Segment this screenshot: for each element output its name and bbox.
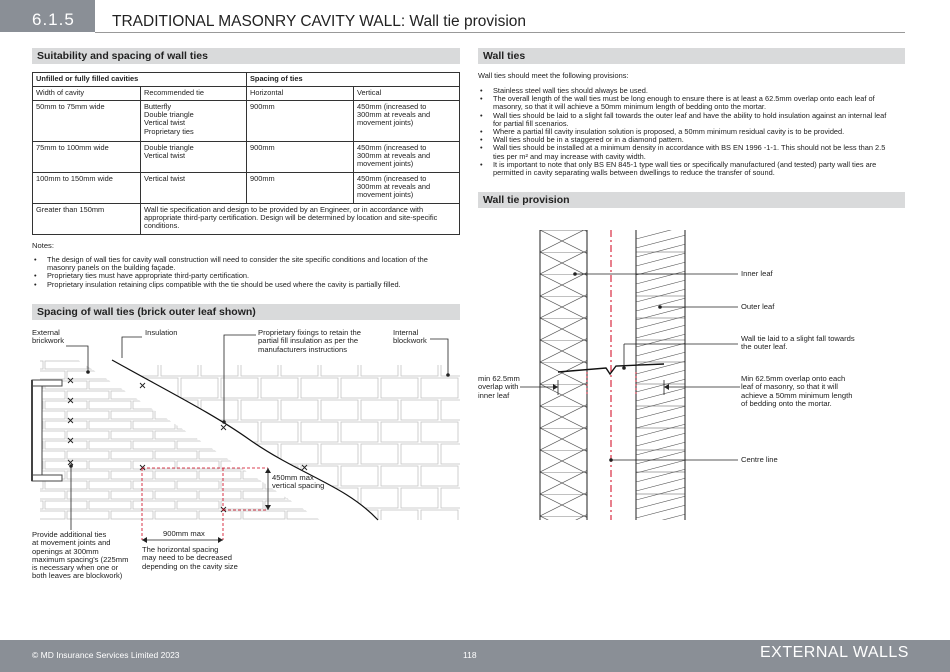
wall-ties-heading: Wall ties	[478, 48, 905, 64]
section-number: 6.1.5	[0, 0, 95, 32]
cell-line: 300mm at reveals and	[357, 110, 431, 120]
line: for partial fill scenarios.	[493, 118, 569, 128]
table-group-header: Spacing of ties	[247, 73, 460, 87]
cell-line: 450mm (increased to	[357, 174, 427, 183]
line: • Wall ties should be in a staggered or in a diamond pattern.	[493, 135, 684, 145]
line: permitted in cavity separating walls between dwellings to reduce the transfer of sound.	[493, 168, 775, 178]
wall-ties-intro: Wall ties should meet the following provisions:	[478, 71, 629, 80]
footer-copyright: © MD Insurance Services Limited 2023	[32, 650, 180, 660]
line: • Wall ties should be installed at a minimum density in accordance with BS EN 1996 -1-1. This should not be less than 2.5	[493, 143, 886, 153]
label-min-overlap-each	[741, 375, 852, 408]
line: depending on the cavity size	[142, 561, 238, 571]
provision-heading: Wall tie provision	[478, 192, 905, 208]
table-cell: 50mm to 75mm wide	[33, 101, 141, 142]
table-group-header: Unfilled or fully filled cavities	[33, 73, 247, 87]
column-header: Width of cavity	[33, 87, 141, 101]
cell-line: Wall tie specification and design to be provided by an Engineer, or in accordance with	[144, 205, 424, 214]
cell-line: 450mm (increased to	[357, 102, 427, 111]
line: masonry panels on the building façade.	[47, 263, 176, 273]
line: • The design of wall ties for cavity wall construction will need to consider the site specific conditions and location of the	[47, 255, 428, 264]
line: achieve a 50mm minimum length	[741, 390, 853, 400]
line: ties per m² and may increase with cavity width.	[493, 151, 646, 161]
footer-section-title: EXTERNAL WALLS	[760, 644, 909, 661]
cell-line: 450mm (increased to	[357, 143, 427, 152]
line: 450mm max	[272, 473, 314, 482]
cell-line: Butterfly	[144, 102, 172, 111]
cell-line: 300mm at reveals and	[357, 151, 431, 161]
cell-line: movement joints)	[357, 118, 414, 128]
line: • Wall ties should be laid to a slight fall towards the outer leaf and have the ability to hold insulation against an internal leaf	[493, 110, 887, 120]
line: 900mm max	[163, 529, 205, 538]
line: Min 62.5mm overlap onto each	[741, 374, 846, 383]
line: both leaves are blockwork)	[32, 571, 123, 581]
line: of bedding onto the mortar.	[741, 398, 832, 408]
line: Proprietary fixings to retain the	[258, 328, 361, 337]
line: vertical spacing	[272, 481, 325, 491]
line: leaf of masonry, so that it will	[741, 382, 838, 392]
label-min-overlap-inner	[478, 375, 520, 400]
label-inner-leaf	[741, 270, 773, 278]
label-centre-line	[741, 456, 778, 464]
line: is necessary when one or	[32, 563, 119, 573]
table-cell: 900mm	[247, 101, 354, 142]
cell-line: movement joints)	[357, 159, 414, 169]
page-number: 118	[463, 650, 477, 660]
spacing-heading: Spacing of wall ties (brick outer leaf shown)	[32, 304, 460, 320]
notes-title: Notes:	[32, 241, 54, 250]
cell-line: movement joints)	[357, 190, 414, 200]
cell-line: 300mm at reveals and	[357, 182, 431, 192]
line: brickwork	[32, 336, 65, 346]
line: Wall tie laid to a slight fall towards	[741, 334, 855, 343]
label-outer-leaf	[741, 303, 774, 311]
inner-leaf	[636, 230, 685, 520]
cell-line: Proprietary ties	[144, 126, 194, 136]
line: Inner leaf	[741, 269, 773, 278]
label-wall-tie-fall	[741, 335, 855, 352]
line: at movement joints and	[32, 538, 111, 548]
line: inner leaf	[478, 390, 510, 400]
line: • It is important to note that only BS EN 845-1 type wall ties or specifically manufactured (and tested) party wall ties are	[493, 159, 877, 169]
line: External	[32, 328, 60, 337]
line: min 62.5mm	[478, 374, 520, 383]
line: overlap with	[478, 382, 519, 392]
line: blockwork	[393, 336, 427, 346]
cell-line: Vertical twist	[144, 118, 186, 128]
cell-line: Vertical twist	[144, 151, 186, 161]
line: • Stainless steel wall ties should always be used.	[493, 86, 648, 95]
line: Provide additional ties	[32, 530, 107, 539]
line: partial fill insulation as per the	[258, 336, 359, 346]
line: manufacturers instructions	[258, 344, 348, 354]
line: may need to be decreased	[142, 553, 232, 563]
cell-line: Double triangle	[144, 110, 194, 120]
line: • Where a partial fill cavity insulation solution is proposed, a 50mm minimum residual cavity is to be provided.	[493, 127, 845, 137]
line: openings at 300mm	[32, 546, 99, 556]
line: Internal	[393, 328, 419, 337]
table-cell: 900mm	[247, 142, 354, 173]
line: • Proprietary insulation retaining clips compatible with the tie should be used where the cavity is partially filled.	[47, 279, 401, 289]
line: Centre line	[741, 455, 778, 464]
line: the outer leaf.	[741, 342, 788, 352]
page-footer	[0, 640, 950, 672]
column-header: Vertical	[354, 87, 460, 101]
outer-leaf	[540, 230, 587, 520]
line: The horizontal spacing	[142, 545, 219, 554]
line: • The overall length of the wall ties must be long enough to ensure there is at least a 62.5mm overlap onto each leaf of	[493, 94, 875, 104]
column-header: Recommended tie	[141, 87, 247, 101]
table-cell: 75mm to 100mm wide	[33, 142, 141, 173]
cell-line: Double triangle	[144, 143, 194, 152]
page-title: TRADITIONAL MASONRY CAVITY WALL: Wall tie provision	[112, 13, 527, 30]
table-cell: 900mm	[247, 173, 354, 204]
line: • Proprietary ties must have appropriate third-party certification.	[47, 271, 250, 281]
cell-line: conditions.	[144, 221, 180, 231]
line: Insulation	[145, 328, 178, 337]
line: Outer leaf	[741, 302, 775, 311]
cell-line: appropriate third-party certification. Design will be determined by location and site-specific	[144, 213, 438, 223]
line: maximum spacing's (225mm	[32, 554, 129, 564]
suitability-heading: Suitability and spacing of wall ties	[32, 48, 460, 64]
table-cell: 100mm to 150mm wide	[33, 173, 141, 204]
table-cell: Vertical twist	[141, 173, 247, 204]
column-header: Horizontal	[247, 87, 354, 101]
table-cell: Greater than 150mm	[33, 204, 141, 235]
line: masonry, so that it will achieve a 50mm minimum length of bedding onto the mortar.	[493, 102, 767, 112]
